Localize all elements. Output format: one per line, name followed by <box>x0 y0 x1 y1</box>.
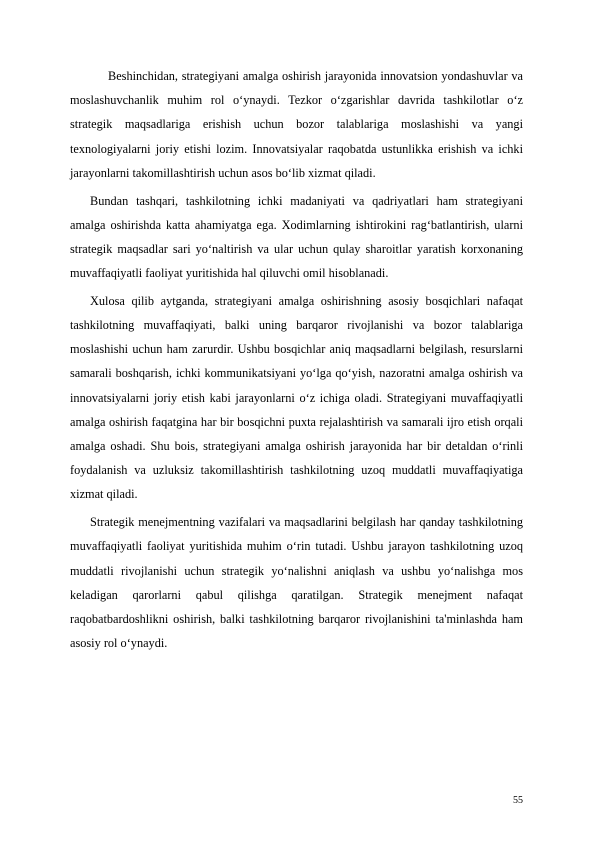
body-text <box>70 64 523 655</box>
paragraph-innovation: Beshinchidan, strategiyani amalga oshirish jarayonida innovatsion yondashuvlar va moslashuvchanlik muhim rol o‘ynaydi. Tezkor o‘zgarishlar davrida tashkilotlar o‘z strategik maqsadlariga erishish uchun bozor talablariga moslashishi va yangi texnologiyalarni joriy etishi lozim. Innovatsiyalar raqobatda ustunlikka erishish va ichki jarayonlarni takomillashtirish uchun asos bo‘lib xizmat qiladi. <box>70 69 523 180</box>
paragraph-culture: Bundan tashqari, tashkilotning ichki madaniyati va qadriyatlari ham strategiyani amalga oshirishda katta ahamiyatga ega. Xodimlarning ishtirokini rag‘batlantirish, ularni strategik maqsadlar sari yo‘naltirish va ular uchun qulay sharoitlar yaratish korxonaning muvaffaqiyatli faoliyat yuritishida hal qiluvchi omil hisoblanadi. <box>70 193 523 281</box>
paragraph-strategic-management: Strategik menejmentning vazifalari va maqsadlarini belgilash har qanday tashkilotning muvaffaqiyatli faoliyat yuritishida muhim o‘rin tutadi. Ushbu jarayon tashkilotning uzoq muddatli rivojlanishi uchun strategik yo‘nalishni aniqlash va ushbu yo‘nalishga mos keladigan qarorlarni qabul qilishga qaratilgan. Strategik menejment nafaqat raqobatbardoshlikni oshirish, balki tashkilotning barqaror rivojlanishini ta'minlashda ham asosiy rol o‘ynaydi. <box>70 515 523 651</box>
page-number: 55 <box>513 795 523 806</box>
paragraph-conclusion: Xulosa qilib aytganda, strategiyani amalga oshirishning asosiy bosqichlari nafaqat tashkilotning muvaffaqiyati, balki uning barqaror rivojlanishi va bozor talablariga moslashishi uchun ham zarurdir. Ushbu bosqichlar aniq maqsadlarni belgilash, resurslarni samarali boshqarish, ichki kommunikatsiyani yo‘lga qo‘yish, nazoratni amalga oshirish va innovatsiyalarni joriy etish kabi jarayonlarni o‘z ichiga oladi. Strategiyani muvaffaqiyatli amalga oshirish faqatgina har bir bosqichni puxta rejalashtirish va samarali ijro etish orqali amalga oshadi. Shu bois, strategiyani amalga oshirish jarayonida har bir detaldan o‘rinli foydalanish va uzluksiz takomillashtirish tashkilotning uzoq muddatli muvaffaqiyatiga xizmat qiladi. <box>70 293 523 502</box>
